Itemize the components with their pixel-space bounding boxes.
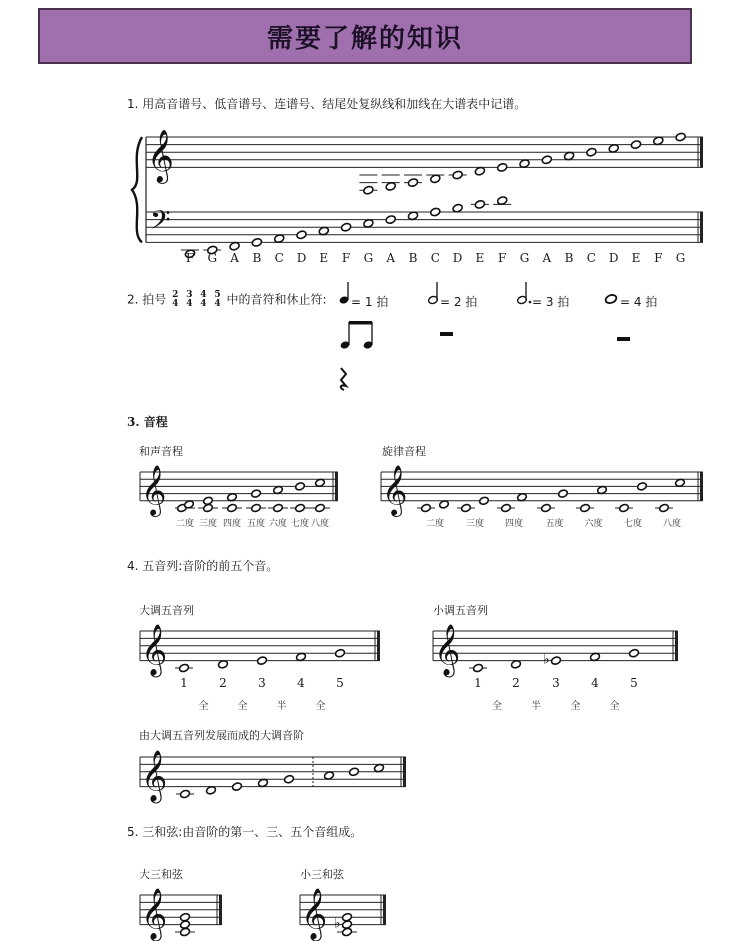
major-scale-title: 由大调五音列发展而成的大调音阶 [139, 729, 304, 742]
note-name-label: A [542, 251, 552, 265]
melodic-lower-note [659, 503, 670, 512]
minor-pentachord-title: 小调五音列 [433, 604, 488, 617]
harmonic-lower-note [273, 503, 284, 512]
note-name-label: D [296, 251, 307, 265]
minor-step-label: 半 [531, 701, 541, 712]
major-degree-number: 1 [180, 676, 188, 690]
treble-whole-note [630, 140, 641, 150]
section-3-heading: 3. 音程 [127, 415, 168, 429]
minor-degree-number: 1 [474, 676, 482, 690]
bass-whole-note [430, 207, 441, 217]
note-name-label: B [252, 251, 262, 265]
treble-clef-icon: 𝄞 [141, 750, 168, 802]
treble-whole-note [452, 170, 463, 180]
note-name-label: G [207, 251, 218, 265]
melodic-interval-label: 六度 [584, 519, 603, 529]
minor-degree-number: 2 [512, 676, 520, 690]
time-signature-3-4: 3 4 [186, 290, 193, 309]
major-pentachord-note [257, 656, 268, 665]
major-scale-note [349, 767, 360, 776]
melodic-lower-note [619, 503, 630, 512]
major-pentachord-staff [140, 631, 380, 661]
melodic-interval-label: 八度 [662, 519, 682, 529]
note-name-label: G [519, 251, 530, 265]
major-degree-number: 4 [297, 676, 305, 690]
note-name-label: A [386, 251, 396, 265]
major-step-label: 全 [237, 701, 248, 712]
note-name-label: E [319, 251, 329, 265]
melodic-interval-label: 二度 [425, 519, 445, 529]
note-name-label: A [230, 251, 239, 265]
note-name-label: C [274, 251, 284, 265]
bass-clef-icon: 𝄢 [150, 203, 171, 242]
melodic-lower-note [461, 503, 472, 512]
major-step-label: 全 [315, 701, 326, 712]
major-pentachord-note [335, 649, 346, 658]
melodic-upper-note [637, 482, 648, 491]
harmonic-lower-note [251, 503, 262, 512]
harmonic-lower-note [227, 503, 238, 512]
treble-clef-icon: 𝄞 [141, 465, 167, 516]
note-name-label: D [608, 251, 619, 265]
bass-whole-note [341, 222, 352, 232]
minor-step-label: 全 [570, 701, 581, 712]
quarter-rest-icon [341, 368, 346, 390]
major-scale-note [180, 789, 191, 798]
major-pentachord-title: 大调五音列 [139, 604, 194, 617]
major-degree-number: 5 [336, 676, 344, 690]
half-rest-icon [440, 332, 453, 336]
treble-clef-icon: 𝄞 [434, 624, 461, 676]
section-5-heading: 5. 三和弦:由音阶的第一、三、五个音组成。 [127, 825, 363, 839]
treble-whole-note [541, 155, 552, 165]
bass-whole-note [296, 230, 307, 240]
time-signature-4-4: 4 4 [200, 290, 207, 309]
treble-whole-note [407, 178, 418, 188]
section-4-heading: 4. 五音列:音阶的前五个音。 [127, 559, 279, 573]
melodic-lower-note [501, 503, 512, 512]
minor-degree-number: 3 [552, 676, 560, 690]
major-step-label: 半 [276, 701, 287, 712]
harmonic-interval-label: 四度 [222, 519, 242, 529]
minor-step-label: 全 [492, 701, 502, 712]
flat-sign-icon: ♭ [334, 915, 341, 932]
treble-whole-note [586, 147, 597, 157]
melodic-interval-title: 旋律音程 [382, 445, 426, 458]
harmonic-upper-note [295, 482, 306, 491]
minor-pentachord-note [629, 649, 640, 658]
harmonic-upper-note [203, 496, 214, 505]
treble-staff [146, 137, 703, 167]
note-name-label: B [564, 251, 574, 265]
minor-pentachord-staff [433, 631, 678, 661]
major-scale-note [284, 775, 295, 784]
half-note-duration: = 2 拍 [440, 295, 478, 309]
note-name-label: F [498, 251, 507, 265]
melodic-lower-note [580, 503, 591, 512]
treble-clef-icon: 𝄞 [147, 129, 174, 183]
brace-icon [132, 137, 142, 242]
melodic-interval-label: 七度 [623, 519, 643, 529]
beam [349, 321, 372, 325]
minor-degree-number: 4 [591, 676, 599, 690]
minor-triad-title: 小三和弦 [300, 868, 344, 881]
bass-whole-note [251, 238, 262, 248]
melodic-lower-note [541, 503, 552, 512]
treble-whole-note [675, 132, 686, 142]
note-name-label: C [586, 251, 596, 265]
melodic-lower-note [421, 503, 432, 512]
harmonic-interval-label: 六度 [268, 519, 288, 529]
bass-whole-note [385, 215, 396, 225]
melodic-upper-note [558, 489, 569, 498]
harmonic-interval-label: 七度 [290, 519, 310, 529]
major-pentachord-note [179, 663, 190, 672]
major-step-label: 全 [198, 701, 209, 712]
melodic-interval-label: 五度 [545, 519, 564, 529]
minor-triad-note [342, 913, 353, 922]
major-degree-number: 3 [258, 676, 266, 690]
harmonic-interval-label: 二度 [175, 519, 195, 529]
harmonic-upper-note [251, 489, 262, 498]
page-title: 需要了解的知识 [266, 23, 463, 54]
harmonic-interval-label: 五度 [246, 519, 266, 529]
note-name-label: E [475, 251, 485, 265]
flat-sign-icon: ♭ [543, 651, 550, 668]
whole-rest-icon [617, 337, 630, 341]
harmonic-interval-title: 和声音程 [139, 445, 183, 458]
bass-whole-note [474, 200, 485, 210]
treble-whole-note [497, 163, 508, 173]
note-name-label: F [185, 251, 195, 265]
harmonic-interval-label: 三度 [198, 519, 218, 529]
harmonic-lower-note [315, 503, 326, 512]
major-triad-title: 大三和弦 [139, 868, 183, 881]
major-scale-staff [140, 757, 406, 787]
quarter-note-duration: = 1 拍 [351, 295, 389, 309]
note-name-label: F [341, 251, 351, 265]
bass-staff [146, 212, 703, 242]
time-signature-2-4: 2 4 [172, 290, 179, 309]
harmonic-interval-label: 八度 [310, 519, 330, 529]
melodic-upper-note [479, 496, 490, 505]
treble-whole-note [363, 185, 374, 195]
note-name-label: G [363, 251, 374, 265]
melodic-interval-label: 四度 [504, 519, 524, 529]
treble-clef-icon: 𝄞 [141, 888, 168, 940]
melodic-interval-label: 三度 [465, 519, 485, 529]
augmentation-dot [529, 301, 532, 304]
treble-clef-icon: 𝄞 [301, 888, 328, 940]
note-name-label: F [654, 251, 663, 265]
minor-degree-number: 5 [630, 676, 638, 690]
whole-note-duration: = 4 拍 [620, 295, 658, 309]
note-name-label: E [631, 251, 641, 265]
treble-clef-icon: 𝄞 [382, 465, 408, 516]
note-name-label: C [430, 251, 440, 265]
note-name-label: G [675, 251, 686, 265]
whole-note-icon [605, 294, 618, 305]
major-degree-number: 2 [219, 676, 227, 690]
note-name-label: D [452, 251, 463, 265]
note-name-label: B [408, 251, 418, 265]
harmonic-lower-note [295, 503, 306, 512]
major-triad-note [180, 913, 191, 922]
dotted-half-note-duration: = 3 拍 [532, 295, 570, 309]
major-scale-note [232, 782, 243, 791]
section-2-heading [127, 291, 327, 309]
melodic-interval-staff [381, 472, 703, 501]
time-signature-5-4: 5 4 [214, 290, 221, 309]
section-2-heading-pre: 2. 拍号 [127, 292, 167, 307]
section-1-heading: 1. 用高音谱号、低音谱号、连谱号、结尾处复纵线和加线在大谱表中记谱。 [127, 97, 527, 111]
minor-pentachord-note [473, 663, 484, 672]
section-2-heading-post: 中的音符和休止符: [226, 292, 327, 307]
minor-pentachord-note [551, 656, 562, 665]
minor-step-label: 全 [609, 701, 620, 712]
harmonic-interval-staff [140, 472, 338, 501]
treble-clef-icon: 𝄞 [141, 624, 168, 676]
